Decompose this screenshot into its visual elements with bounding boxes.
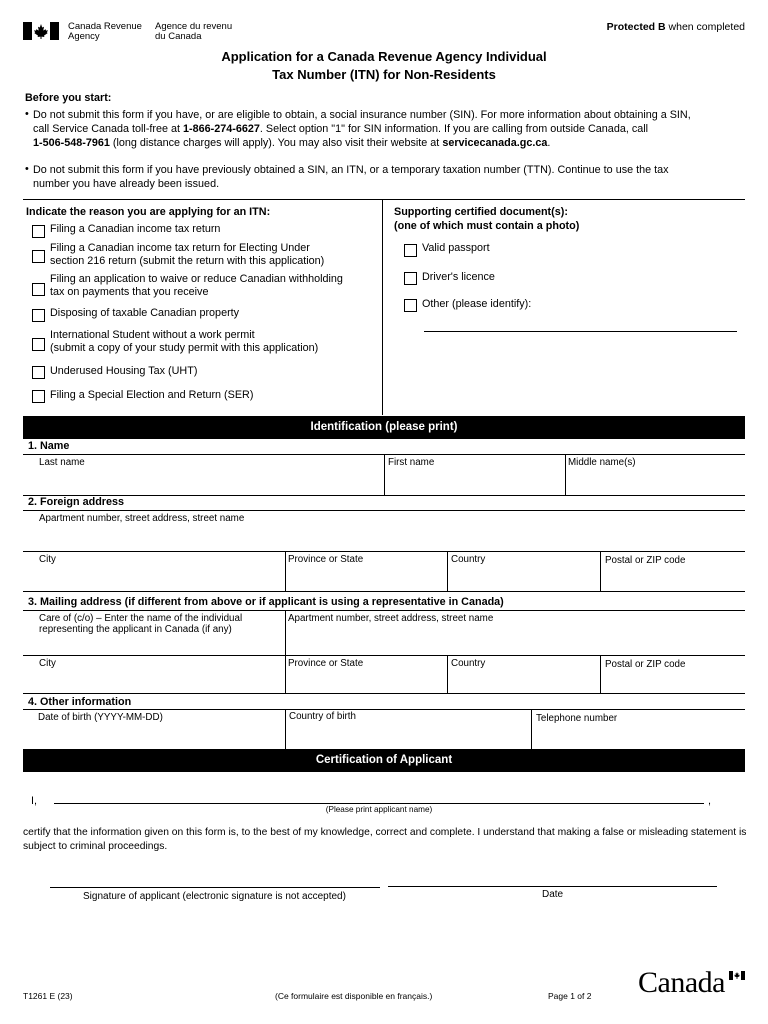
foreign-apt-label: Apartment number, street address, street name: [39, 513, 245, 524]
print-name-caption: (Please print applicant name): [325, 805, 433, 814]
country-birth-input[interactable]: [287, 725, 529, 747]
before-bullet-1: • Do not submit this form if you have, or are eligible to obtain, a social insurance number (SIN). For more information about obtaining a SIN, call Service Canada toll-free at 1-866-274-6627. Select option "1" for SIN information. If you are calling from outside Canada, call 1-506-548-7961 (long distance charges will apply). You may also visit their website at servicecanada.gc.ca.: [25, 108, 691, 149]
foreign-postal-input[interactable]: [602, 566, 743, 589]
applicant-name-field[interactable]: [54, 803, 704, 804]
before-heading: Before you start:: [25, 92, 112, 104]
reason-checkbox-2[interactable]: [32, 250, 45, 263]
agency-name-fr: Agence du revenu du Canada: [155, 21, 233, 42]
date-field[interactable]: [388, 886, 717, 887]
doc-checkbox-other[interactable]: [404, 299, 417, 312]
reason-checkbox-5[interactable]: [32, 338, 45, 351]
foreign-country-input[interactable]: [449, 566, 598, 589]
other-document-field[interactable]: [424, 331, 737, 332]
first-name-label: First name: [388, 457, 435, 468]
last-name-input[interactable]: [26, 468, 382, 493]
reasons-heading: Indicate the reason you are applying for an ITN:: [26, 206, 271, 218]
reason-checkbox-4[interactable]: [32, 309, 45, 322]
reason-checkbox-7[interactable]: [32, 390, 45, 403]
foreign-city-input[interactable]: [26, 566, 283, 589]
reason-checkbox-3[interactable]: [32, 283, 45, 296]
certification-statement: certify that the information given on this form is, to the best of my knowledge, correct and complete. I understand that making a false or misleading statement is subject to criminal proceedings.: [23, 827, 747, 852]
reason-label-2: Filing a Canadian income tax return for Electing Under section 216 return (submit the return with this application): [50, 242, 325, 267]
doc-checkbox-passport[interactable]: [404, 244, 417, 257]
foreign-province-label: Province or State: [288, 554, 364, 565]
canada-wordmark: Canada: [638, 966, 725, 999]
mailing-province-label: Province or State: [288, 658, 364, 669]
care-of-label: Care of (c/o) – Enter the name of the individual representing the applicant in Canada (if any): [39, 613, 243, 635]
last-name-label: Last name: [39, 457, 85, 468]
reason-label-1: Filing a Canadian income tax return: [50, 223, 221, 235]
certification-i: I,: [31, 795, 37, 807]
page-number: Page 1 of 2: [548, 991, 592, 1001]
doc-label-licence: Driver's licence: [422, 271, 495, 283]
mailing-apt-label: Apartment number, street address, street name: [288, 613, 494, 624]
mailing-apt-input[interactable]: [287, 625, 743, 653]
reason-label-6: Underused Housing Tax (UHT): [50, 365, 198, 377]
mailing-country-label: Country: [451, 658, 486, 669]
reason-label-7: Filing a Special Election and Return (SER): [50, 389, 254, 401]
signature-label: Signature of applicant (electronic signature is not accepted): [83, 891, 346, 902]
canada-flag-icon: [23, 22, 59, 40]
form-id: T1261 E (23): [23, 991, 73, 1001]
wordmark-flag-icon: [729, 971, 745, 980]
doc-label-passport: Valid passport: [422, 242, 490, 254]
reason-label-4: Disposing of taxable Canadian property: [50, 307, 240, 319]
doc-checkbox-licence[interactable]: [404, 272, 417, 285]
section-other-info-heading: 4. Other information: [28, 696, 132, 708]
section-name-heading: 1. Name: [28, 440, 70, 452]
section-mailing-address-heading: 3. Mailing address (if different from above or if applicant is using a representative in Canada): [28, 596, 504, 608]
agency-name-en: Canada Revenue Agency: [68, 21, 142, 42]
middle-names-input[interactable]: [567, 468, 743, 493]
telephone-input[interactable]: [533, 725, 743, 747]
dob-input[interactable]: [26, 725, 283, 747]
mailing-province-input[interactable]: [287, 670, 445, 691]
certification-comma: ,: [708, 795, 711, 807]
foreign-province-input[interactable]: [287, 566, 445, 589]
mailing-postal-label: Postal or ZIP code: [605, 659, 686, 670]
form-title: Application for a Canada Revenue Agency Individual Tax Number (ITN) for Non-Residents: [221, 49, 547, 82]
first-name-input[interactable]: [386, 468, 563, 493]
care-of-input[interactable]: [26, 637, 283, 653]
section-foreign-address-heading: 2. Foreign address: [28, 496, 125, 508]
protected-label: Protected B when completed: [606, 21, 745, 33]
foreign-apt-input[interactable]: [26, 525, 743, 549]
reason-label-5: International Student without a work permit (submit a copy of your study permit with this application): [50, 329, 319, 354]
french-availability: (Ce formulaire est disponible en français.): [275, 991, 433, 1001]
mailing-postal-input[interactable]: [602, 670, 743, 691]
telephone-label: Telephone number: [536, 713, 618, 724]
reason-checkbox-1[interactable]: [32, 225, 45, 238]
signature-field[interactable]: [50, 887, 380, 888]
mailing-city-label: City: [39, 658, 56, 669]
identification-bar: Identification (please print): [23, 416, 745, 439]
foreign-postal-label: Postal or ZIP code: [605, 555, 686, 566]
dob-label: Date of birth (YYYY-MM-DD): [38, 712, 163, 723]
reason-checkbox-6[interactable]: [32, 366, 45, 379]
country-birth-label: Country of birth: [289, 711, 356, 722]
foreign-city-label: City: [39, 554, 56, 565]
before-bullet-2: • Do not submit this form if you have previously obtained a SIN, an ITN, or a temporary taxation number (TTN). Continue to use the tax number you have already been issued.: [25, 163, 669, 190]
date-label: Date: [542, 889, 564, 900]
foreign-country-label: Country: [451, 554, 486, 565]
reason-label-3: Filing an application to waive or reduce Canadian withholding tax on payments that you receive: [50, 273, 343, 298]
certification-bar: Certification of Applicant: [23, 749, 745, 772]
doc-label-other: Other (please identify):: [422, 298, 532, 310]
mailing-country-input[interactable]: [449, 670, 598, 691]
middle-names-label: Middle name(s): [568, 457, 636, 468]
mailing-city-input[interactable]: [26, 670, 283, 691]
docs-heading: Supporting certified document(s): (one of which must contain a photo): [394, 206, 580, 232]
